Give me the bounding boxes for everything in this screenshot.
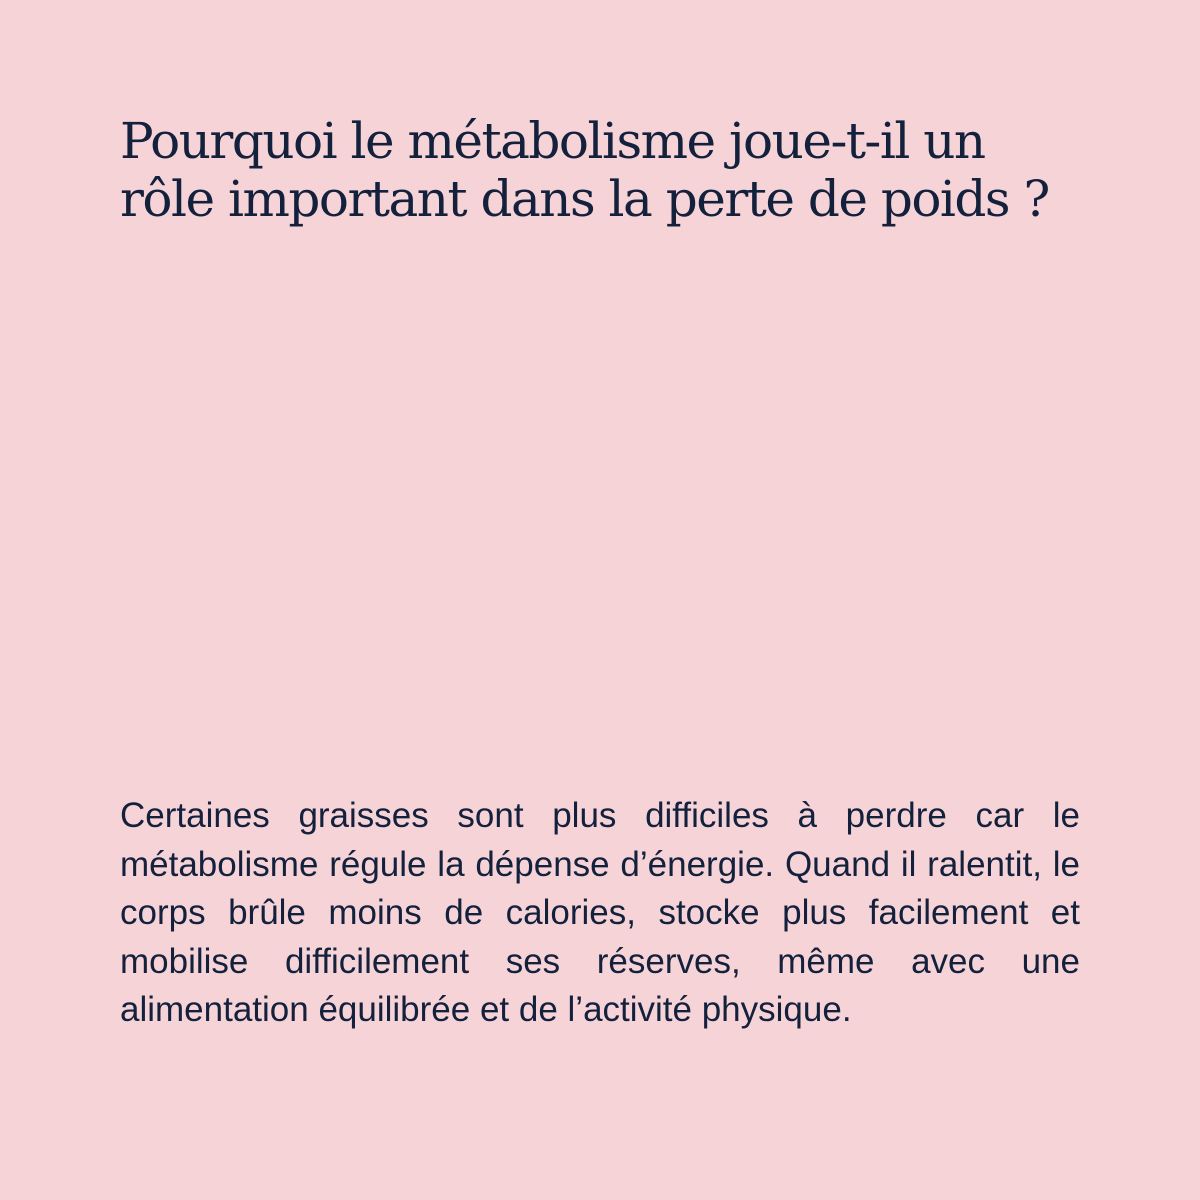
body-text: Certaines graisses sont plus difficiles à perdre car le métabolisme régule la dépense d’énergie. Quand il ralentit, le corps brûle moins de calories, stocke plus facilement et mobilise difficilement ses réserves, même avec une alimentation équilibrée et de l’activité physique. bbox=[120, 796, 1080, 1029]
headline: Pourquoi le métabolisme joue-t-il un rôle important dans la perte de poids ? bbox=[120, 112, 1049, 228]
